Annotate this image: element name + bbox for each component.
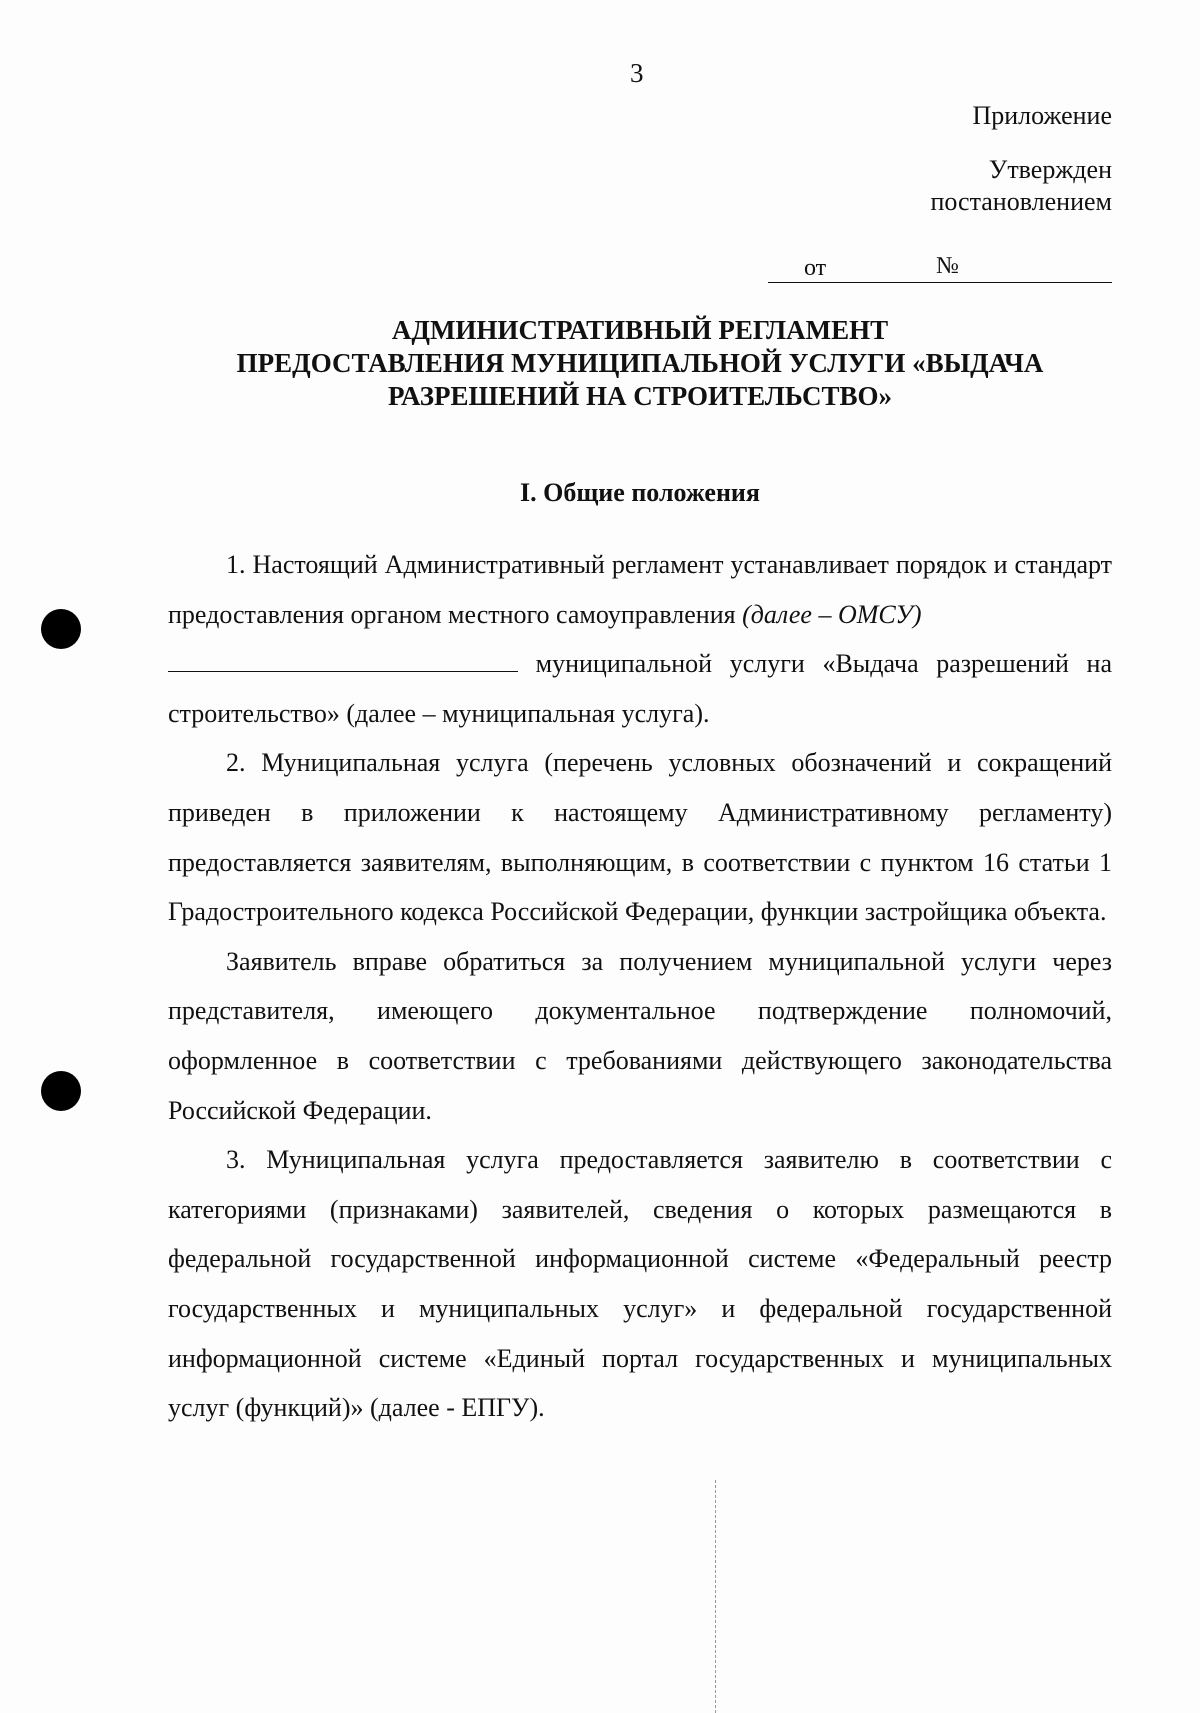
date-prefix: от [804, 255, 827, 281]
approval-block [652, 100, 1112, 218]
date-number-line [768, 282, 1112, 283]
section-heading: I. Общие положения [520, 478, 760, 507]
resolution-label: постановлением [930, 187, 1112, 216]
paragraph: Заявитель вправе обратиться за получением муниципальной услуги через представителя, имеющего документальное подтверждение полномочий, оформленное в соответствии с требованиями действующего законодательства Российской Федерации. [168, 946, 1112, 1125]
paragraph: 2. Муниципальная услуга (перечень условных обозначений и сокращений приведен в приложении к настоящему Административному регламенту) предоставляется заявителям, выполняющим, в соответствии с пунктом 16 статьи 1 Градостроительного кодекса Российской Федерации, функции застройщика объекта. [168, 748, 1112, 927]
approval-date-row [768, 253, 1112, 283]
scan-crease [715, 1480, 716, 1713]
paragraph: 3. Муниципальная услуга предоставляется заявителю в соответствии с категориями (признаками) заявителей, сведения о которых размещаются в федеральной государственной информационной системе «Федеральный реестр государственных и муниципальных услуг» и федеральной государственной информационной системе «Единый портал государственных и муниципальных услуг (функций)» (далее - ЕПГУ). [168, 1145, 1112, 1423]
paragraph-text: 1. Настоящий Административный регламент устанавливает порядок и стандарт предоставления органом местного самоуправления [168, 550, 1112, 629]
approved-label: Утвержден [988, 155, 1112, 184]
punch-hole [41, 609, 81, 649]
fill-in-blank [168, 651, 518, 672]
abbreviation-note: (далее – ОМСУ) [742, 599, 922, 629]
paragraph-text: муниципальной услуги «Выдача разрешений на строительство» (далее – муниципальная услуга). [168, 649, 1112, 728]
punch-hole [41, 1071, 81, 1111]
title-line: РАЗРЕШЕНИЙ НА СТРОИТЕЛЬСТВО» [387, 381, 893, 411]
document-body [168, 540, 1112, 1433]
appendix-label: Приложение [972, 101, 1112, 130]
paragraph [168, 540, 1112, 738]
page-number: 3 [630, 58, 644, 88]
title-line: ПРЕДОСТАВЛЕНИЯ МУНИЦИПАЛЬНОЙ УСЛУГИ «ВЫДАЧА [236, 348, 1044, 378]
document-title [160, 314, 1120, 413]
number-prefix: № [936, 253, 959, 279]
title-line: АДМИНИСТРАТИВНЫЙ РЕГЛАМЕНТ [391, 315, 889, 345]
